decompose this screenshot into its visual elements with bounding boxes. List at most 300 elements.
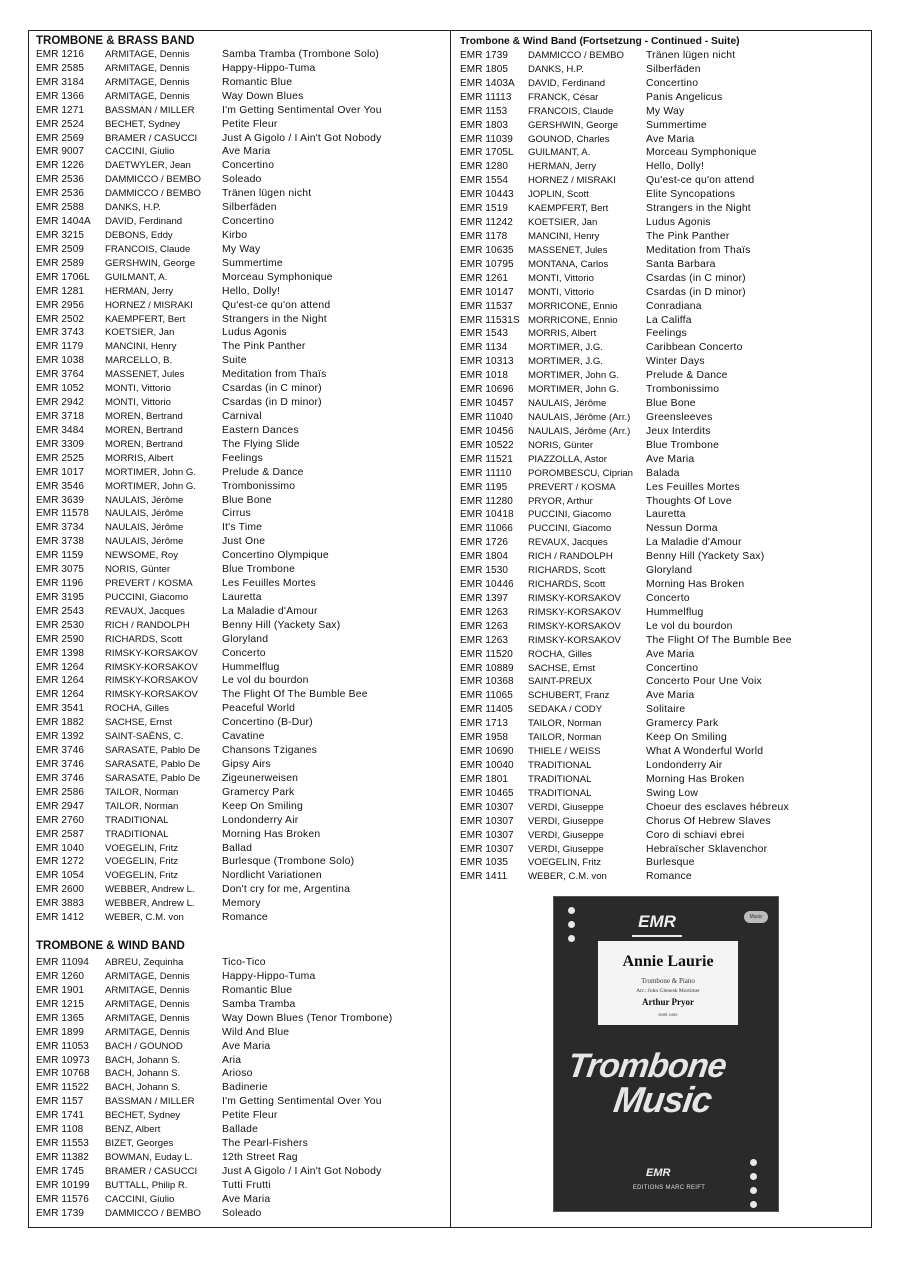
piece-title: Tico-Tico bbox=[222, 957, 266, 969]
catalog-entry bbox=[36, 998, 444, 1012]
catalog-entry bbox=[460, 314, 870, 328]
catalog-number: EMR 1264 bbox=[36, 661, 85, 673]
catalog-entry bbox=[36, 702, 444, 716]
catalog-entry bbox=[36, 396, 444, 410]
catalog-number: EMR 1741 bbox=[36, 1110, 85, 1122]
piece-title: Zigeunerweisen bbox=[222, 772, 299, 784]
catalog-entry bbox=[460, 341, 870, 355]
composer-name: TRADITIONAL bbox=[528, 787, 592, 799]
catalog-number: EMR 1264 bbox=[36, 689, 85, 701]
piece-title: Blue Bone bbox=[646, 398, 696, 410]
composer-name: BACH, Johann S. bbox=[105, 1068, 181, 1080]
composer-name: DANKS, H.P. bbox=[105, 202, 161, 214]
catalog-entry bbox=[36, 828, 444, 842]
composer-name: RICHARDS, Scott bbox=[528, 579, 606, 591]
catalog-entry bbox=[460, 801, 870, 815]
catalog-number: EMR 11113 bbox=[460, 91, 512, 103]
catalog-entry bbox=[36, 104, 444, 118]
catalog-number: EMR 2590 bbox=[36, 633, 85, 645]
composer-name: BUTTALL, Philip R. bbox=[105, 1179, 188, 1191]
composer-name: NAULAIS, Jérôme bbox=[105, 522, 184, 534]
catalog-entry bbox=[460, 564, 870, 578]
composer-name: VERDI, Giuseppe bbox=[528, 843, 604, 855]
piece-title: Les Feuilles Mortes bbox=[646, 481, 740, 493]
cover-arranger: Arr.: John Glenesk Mortimer bbox=[636, 988, 700, 994]
catalog-number: EMR 1705L bbox=[460, 147, 514, 159]
piece-title: Ludus Agonis bbox=[222, 327, 287, 339]
composer-name: HORNEZ / MISRAKI bbox=[105, 299, 193, 311]
composer-name: RIMSKY-KORSAKOV bbox=[528, 606, 621, 618]
catalog-entry bbox=[36, 535, 444, 549]
composer-name: GUILMANT, A. bbox=[105, 271, 168, 283]
catalog-number: EMR 2569 bbox=[36, 132, 85, 144]
composer-name: BRAMER / CASUCCI bbox=[105, 1165, 198, 1177]
piece-title: Hello, Dolly! bbox=[646, 161, 705, 173]
composer-name: PREVERT / KOSMA bbox=[528, 481, 616, 493]
catalog-number: EMR 11066 bbox=[460, 523, 513, 535]
catalog-entry bbox=[36, 674, 444, 688]
piece-title: Csardas (in D minor) bbox=[222, 397, 322, 409]
left-column bbox=[36, 34, 444, 1221]
catalog-number: EMR 1404A bbox=[36, 216, 91, 228]
piece-title: Ludus Agonis bbox=[646, 217, 711, 229]
piece-title: Burlesque (Trombone Solo) bbox=[222, 856, 355, 868]
catalog-entry bbox=[460, 689, 870, 703]
composer-name: PUCCINI, Giacomo bbox=[105, 591, 189, 603]
catalog-number: EMR 10307 bbox=[460, 801, 514, 813]
piece-title: Solitaire bbox=[646, 704, 686, 716]
catalog-entry bbox=[36, 90, 444, 104]
catalog-number: EMR 1554 bbox=[460, 175, 509, 187]
piece-title: Elite Syncopations bbox=[646, 189, 736, 201]
catalog-number: EMR 2502 bbox=[36, 313, 85, 325]
composer-name: KOETSIER, Jan bbox=[105, 327, 175, 339]
piece-title: Hummelflug bbox=[646, 606, 704, 618]
catalog-number: EMR 11531S bbox=[460, 314, 520, 326]
piece-title: Hebraïscher Sklavenchor bbox=[646, 843, 768, 855]
composer-name: BECHET, Sydney bbox=[105, 118, 181, 130]
piece-title: Concerto bbox=[222, 647, 266, 659]
catalog-number: EMR 1365 bbox=[36, 1012, 85, 1024]
composer-name: KAEMPFERT, Bert bbox=[105, 313, 186, 325]
catalog-number: EMR 2589 bbox=[36, 257, 85, 269]
piece-title: Greensleeves bbox=[646, 411, 713, 423]
piece-title: La Califfa bbox=[646, 314, 692, 326]
catalog-number: EMR 1804 bbox=[460, 551, 509, 563]
composer-name: PIAZZOLLA, Astor bbox=[528, 453, 607, 465]
piece-title: Peaceful World bbox=[222, 703, 296, 715]
cover-image bbox=[553, 896, 779, 1212]
catalog-number: EMR 10418 bbox=[460, 509, 514, 521]
catalog-entry bbox=[460, 188, 870, 202]
piece-title: Ballad bbox=[222, 842, 253, 854]
composer-name: MONTI, Vittorio bbox=[105, 397, 171, 409]
piece-title: Choeur des esclaves hébreux bbox=[646, 801, 789, 813]
catalog-number: EMR 1018 bbox=[460, 370, 509, 382]
composer-name: DAMMICCO / BEMBO bbox=[105, 1207, 201, 1219]
composer-name: BECHET, Sydney bbox=[105, 1110, 181, 1122]
catalog-entry bbox=[460, 536, 870, 550]
composer-name: ROCHA, Gilles bbox=[528, 648, 592, 660]
catalog-number: EMR 1263 bbox=[460, 606, 509, 618]
catalog-number: EMR 2942 bbox=[36, 397, 85, 409]
catalog-number: EMR 1397 bbox=[460, 592, 509, 604]
catalog-entry bbox=[36, 814, 444, 828]
piece-title: Blue Trombone bbox=[222, 564, 296, 576]
catalog-number: EMR 1179 bbox=[36, 341, 84, 353]
composer-name: MONTI, Vittorio bbox=[105, 383, 171, 395]
piece-title: Romance bbox=[646, 871, 692, 883]
catalog-number: EMR 11405 bbox=[460, 704, 513, 716]
catalog-number: EMR 1706L bbox=[36, 271, 90, 283]
piece-title: Way Down Blues bbox=[222, 90, 304, 102]
catalog-entry bbox=[36, 970, 444, 984]
catalog-entry bbox=[36, 1054, 444, 1068]
catalog-entry bbox=[460, 787, 870, 801]
composer-name: TAILOR, Norman bbox=[528, 732, 602, 744]
cover-dot bbox=[750, 1201, 757, 1208]
catalog-entry bbox=[460, 522, 870, 536]
composer-name: WEBBER, Andrew L. bbox=[105, 898, 195, 910]
catalog-entry bbox=[36, 382, 444, 396]
catalog-entry bbox=[460, 773, 870, 787]
catalog-entry bbox=[460, 731, 870, 745]
composer-name: SARASATE, Pablo De bbox=[105, 772, 201, 784]
catalog-entry bbox=[36, 716, 444, 730]
brass-band-list bbox=[36, 48, 444, 925]
catalog-number: EMR 1801 bbox=[460, 773, 509, 785]
piece-title: The Flying Slide bbox=[222, 438, 300, 450]
piece-title: Ballade bbox=[222, 1124, 259, 1136]
piece-title: Cirrus bbox=[222, 508, 251, 520]
piece-title: Memory bbox=[222, 898, 261, 910]
piece-title: Petite Fleur bbox=[222, 1110, 278, 1122]
composer-name: ARMITAGE, Dennis bbox=[105, 1012, 190, 1024]
composer-name: DAMMICCO / BEMBO bbox=[105, 174, 201, 186]
cover-footer-logo: EMR bbox=[646, 1167, 671, 1179]
piece-title: Hello, Dolly! bbox=[222, 285, 281, 297]
catalog-number: EMR 1153 bbox=[460, 105, 508, 117]
catalog-number: EMR 3184 bbox=[36, 76, 85, 88]
piece-title: Eastern Dances bbox=[222, 424, 299, 436]
catalog-entry bbox=[460, 146, 870, 160]
composer-name: RICHARDS, Scott bbox=[528, 565, 606, 577]
piece-title: Lauretta bbox=[222, 591, 262, 603]
catalog-entry bbox=[36, 1179, 444, 1193]
catalog-number: EMR 1263 bbox=[460, 634, 509, 646]
catalog-entry bbox=[460, 383, 870, 397]
piece-title: Balada bbox=[646, 467, 680, 479]
catalog-number: EMR 11280 bbox=[460, 495, 513, 507]
catalog-number: EMR 11576 bbox=[36, 1193, 89, 1205]
catalog-number: EMR 11522 bbox=[36, 1082, 89, 1094]
piece-title: Concertino (B-Dur) bbox=[222, 717, 313, 729]
composer-name: RICH / RANDOLPH bbox=[105, 619, 190, 631]
catalog-number: EMR 11520 bbox=[460, 648, 513, 660]
catalog-entry bbox=[36, 591, 444, 605]
piece-title: Chorus Of Hebrew Slaves bbox=[646, 815, 771, 827]
piece-title: Gramercy Park bbox=[222, 786, 295, 798]
catalog-number: EMR 11110 bbox=[460, 467, 512, 479]
composer-name: MORTIMER, J.G. bbox=[528, 356, 603, 368]
catalog-number: EMR 10465 bbox=[460, 787, 514, 799]
composer-name: NAULAIS, Jérôme bbox=[528, 398, 607, 410]
piece-title: The Pearl-Fishers bbox=[222, 1138, 308, 1150]
catalog-entry bbox=[36, 215, 444, 229]
piece-title: Chansons Tziganes bbox=[222, 745, 318, 757]
piece-title: La Maladie d'Amour bbox=[646, 537, 742, 549]
composer-name: CACCINI, Giulio bbox=[105, 1193, 175, 1205]
composer-name: SACHSE, Ernst bbox=[528, 662, 596, 674]
composer-name: PRYOR, Arthur bbox=[528, 495, 593, 507]
catalog-number: EMR 1195 bbox=[460, 481, 508, 493]
cover-title: Annie Laurie bbox=[622, 953, 714, 970]
piece-title: I'm Getting Sentimental Over You bbox=[222, 1096, 382, 1108]
catalog-entry bbox=[36, 480, 444, 494]
catalog-number: EMR 1739 bbox=[36, 1207, 85, 1219]
catalog-number: EMR 1261 bbox=[460, 272, 509, 284]
composer-name: ARMITAGE, Dennis bbox=[105, 1026, 190, 1038]
cover-code: EMR 2499 bbox=[658, 1012, 678, 1017]
composer-name: MONTI, Vittorio bbox=[528, 272, 594, 284]
piece-title: 12th Street Rag bbox=[222, 1151, 298, 1163]
catalog-number: EMR 10446 bbox=[460, 579, 514, 591]
catalog-entry bbox=[36, 410, 444, 424]
piece-title: Prelude & Dance bbox=[646, 370, 728, 382]
composer-name: MANCINI, Henry bbox=[528, 230, 600, 242]
piece-title: My Way bbox=[646, 105, 685, 117]
composer-name: PUCCINI, Giacomo bbox=[528, 509, 612, 521]
catalog-number: EMR 3195 bbox=[36, 591, 85, 603]
catalog-entry bbox=[460, 258, 870, 272]
catalog-entry bbox=[36, 299, 444, 313]
piece-title: Nessun Dorma bbox=[646, 523, 718, 535]
catalog-number: EMR 9007 bbox=[36, 146, 85, 158]
catalog-number: EMR 11053 bbox=[36, 1040, 89, 1052]
catalog-number: EMR 1108 bbox=[36, 1124, 84, 1136]
piece-title: The Pink Panther bbox=[646, 230, 730, 242]
catalog-entry bbox=[460, 495, 870, 509]
piece-title: Coro di schiavi ebrei bbox=[646, 829, 745, 841]
piece-title: Meditation from Thaïs bbox=[222, 369, 327, 381]
cover-word-music: Music bbox=[611, 1079, 714, 1120]
composer-name: SEDAKA / CODY bbox=[528, 704, 603, 716]
catalog-entry bbox=[36, 577, 444, 591]
catalog-number: EMR 1038 bbox=[36, 355, 85, 367]
wind-band-heading: TROMBONE & WIND BAND bbox=[36, 940, 185, 953]
catalog-entry bbox=[36, 145, 444, 159]
composer-name: NAULAIS, Jérôme (Arr.) bbox=[528, 425, 631, 437]
composer-name: FRANCOIS, Claude bbox=[528, 105, 614, 117]
catalog-number: EMR 10307 bbox=[460, 815, 514, 827]
piece-title: Morning Has Broken bbox=[222, 828, 321, 840]
catalog-entry bbox=[460, 77, 870, 91]
catalog-number: EMR 1157 bbox=[36, 1096, 84, 1108]
composer-name: BASSMAN / MILLER bbox=[105, 1096, 195, 1108]
catalog-number: EMR 3484 bbox=[36, 424, 85, 436]
piece-title: Concerto Pour Une Voix bbox=[646, 676, 762, 688]
catalog-entry bbox=[460, 216, 870, 230]
catalog-number: EMR 1403A bbox=[460, 77, 515, 89]
catalog-number: EMR 2760 bbox=[36, 814, 85, 826]
catalog-entry bbox=[36, 1109, 444, 1123]
piece-title: Jeux Interdits bbox=[646, 425, 711, 437]
catalog-number: EMR 10040 bbox=[460, 760, 514, 772]
composer-name: WEBER, C.M. von bbox=[528, 871, 607, 883]
piece-title: Badinerie bbox=[222, 1082, 268, 1094]
composer-name: TRADITIONAL bbox=[528, 773, 592, 785]
composer-name: DAVID, Ferdinand bbox=[105, 216, 183, 228]
catalog-number: EMR 1882 bbox=[36, 717, 85, 729]
composer-name: SCHUBERT, Franz bbox=[528, 690, 610, 702]
catalog-number: EMR 11039 bbox=[460, 133, 513, 145]
piece-title: What A Wonderful World bbox=[646, 746, 764, 758]
catalog-number: EMR 10443 bbox=[460, 189, 514, 201]
catalog-number: EMR 11382 bbox=[36, 1151, 89, 1163]
catalog-number: EMR 3746 bbox=[36, 772, 85, 784]
piece-title: Romantic Blue bbox=[222, 984, 293, 996]
composer-name: TAILOR, Norman bbox=[528, 718, 602, 730]
catalog-entry bbox=[36, 466, 444, 480]
composer-name: MORTIMER, John G. bbox=[105, 480, 196, 492]
composer-name: PUCCINI, Giacomo bbox=[528, 523, 612, 535]
composer-name: KAEMPFERT, Bert bbox=[528, 203, 609, 215]
piece-title: Feelings bbox=[222, 452, 263, 464]
piece-title: Blue Bone bbox=[222, 494, 272, 506]
piece-title: Benny Hill (Yackety Sax) bbox=[646, 551, 765, 563]
composer-name: DAMMICCO / BEMBO bbox=[528, 50, 624, 61]
composer-name: RIMSKY-KORSAKOV bbox=[528, 634, 621, 646]
catalog-entry bbox=[36, 285, 444, 299]
catalog-number: EMR 11521 bbox=[460, 453, 513, 465]
piece-title: Caribbean Concerto bbox=[646, 342, 743, 354]
catalog-number: EMR 10635 bbox=[460, 244, 514, 256]
composer-name: BRAMER / CASUCCI bbox=[105, 132, 198, 144]
piece-title: Conradiana bbox=[646, 300, 702, 312]
catalog-entry bbox=[460, 411, 870, 425]
catalog-number: EMR 10457 bbox=[460, 398, 514, 410]
cover-dot bbox=[750, 1187, 757, 1194]
catalog-entry bbox=[460, 63, 870, 77]
catalog-entry bbox=[36, 132, 444, 146]
piece-title: My Way bbox=[222, 243, 261, 255]
composer-name: MONTI, Vittorio bbox=[528, 286, 594, 298]
catalog-number: EMR 10456 bbox=[460, 425, 514, 437]
catalog-number: EMR 2947 bbox=[36, 800, 85, 812]
catalog-number: EMR 10313 bbox=[460, 356, 514, 368]
composer-name: CACCINI, Giulio bbox=[105, 146, 175, 158]
catalog-number: EMR 1216 bbox=[36, 49, 85, 60]
composer-name: GERSHWIN, George bbox=[105, 257, 196, 269]
catalog-number: EMR 1226 bbox=[36, 160, 85, 172]
catalog-entry bbox=[460, 662, 870, 676]
composer-name: MORRIS, Albert bbox=[105, 452, 174, 464]
composer-name: MORRICONE, Ennio bbox=[528, 300, 618, 312]
composer-name: ARMITAGE, Dennis bbox=[105, 971, 190, 982]
piece-title: Londonderry Air bbox=[646, 760, 723, 772]
piece-title: It's Time bbox=[222, 522, 263, 534]
cover-word-trombone: Trombone bbox=[565, 1047, 729, 1085]
catalog-entry bbox=[36, 368, 444, 382]
catalog-number: EMR 1805 bbox=[460, 63, 509, 75]
piece-title: Panis Angelicus bbox=[646, 91, 723, 103]
piece-title: Blue Trombone bbox=[646, 439, 720, 451]
piece-title: Ave Maria bbox=[222, 146, 271, 158]
catalog-entry bbox=[36, 1026, 444, 1040]
catalog-entry bbox=[460, 439, 870, 453]
composer-name: TRADITIONAL bbox=[105, 814, 169, 826]
catalog-number: EMR 1713 bbox=[460, 718, 509, 730]
catalog-entry bbox=[36, 62, 444, 76]
piece-title: Feelings bbox=[646, 328, 687, 340]
catalog-number: EMR 1178 bbox=[460, 230, 508, 242]
piece-title: Meditation from Thaïs bbox=[646, 244, 751, 256]
composer-name: ARMITAGE, Dennis bbox=[105, 49, 190, 60]
catalog-number: EMR 11065 bbox=[460, 690, 513, 702]
catalog-number: EMR 2600 bbox=[36, 884, 85, 896]
piece-title: Lauretta bbox=[646, 509, 686, 521]
catalog-entry bbox=[36, 855, 444, 869]
piece-title: Burlesque bbox=[646, 857, 695, 869]
catalog-entry bbox=[460, 244, 870, 258]
catalog-number: EMR 2525 bbox=[36, 452, 85, 464]
piece-title: Strangers in the Night bbox=[646, 203, 751, 215]
catalog-number: EMR 2524 bbox=[36, 118, 85, 130]
catalog-entry bbox=[36, 1151, 444, 1165]
catalog-entry bbox=[460, 355, 870, 369]
composer-name: ARMITAGE, Dennis bbox=[105, 984, 190, 996]
catalog-entry bbox=[36, 48, 444, 62]
composer-name: SARASATE, Pablo De bbox=[105, 759, 201, 771]
catalog-entry bbox=[460, 119, 870, 133]
piece-title: Morning Has Broken bbox=[646, 773, 745, 785]
catalog-entry bbox=[36, 257, 444, 271]
catalog-entry bbox=[36, 1123, 444, 1137]
piece-title: Ave Maria bbox=[646, 453, 695, 465]
composer-name: SAINT-PREUX bbox=[528, 676, 592, 688]
catalog-number: EMR 10522 bbox=[460, 439, 514, 451]
composer-name: SAINT-SAËNS, C. bbox=[105, 731, 184, 743]
catalog-number: EMR 2536 bbox=[36, 174, 85, 186]
catalog-number: EMR 2588 bbox=[36, 202, 85, 214]
catalog-number: EMR 10973 bbox=[36, 1054, 90, 1066]
catalog-number: EMR 1901 bbox=[36, 984, 85, 996]
catalog-number: EMR 1366 bbox=[36, 90, 85, 102]
catalog-entry bbox=[36, 786, 444, 800]
cover-dot bbox=[750, 1173, 757, 1180]
catalog-number: EMR 3746 bbox=[36, 745, 85, 757]
catalog-entry bbox=[460, 369, 870, 383]
catalog-number: EMR 1398 bbox=[36, 647, 85, 659]
catalog-entry bbox=[36, 354, 444, 368]
composer-name: JOPLIN, Scott bbox=[528, 189, 589, 201]
composer-name: BOWMAN, Euday L. bbox=[105, 1151, 193, 1163]
piece-title: Gramercy Park bbox=[646, 718, 719, 730]
composer-name: MORTIMER, John G. bbox=[528, 384, 619, 396]
piece-title: Happy-Hippo-Tuma bbox=[222, 971, 316, 982]
piece-title: Wild And Blue bbox=[222, 1026, 290, 1038]
piece-title: Strangers in the Night bbox=[222, 313, 327, 325]
composer-name: MARCELLO, B. bbox=[105, 355, 173, 367]
piece-title: Gloryland bbox=[646, 565, 693, 577]
catalog-number: EMR 2543 bbox=[36, 605, 85, 617]
composer-name: MORTIMER, John G. bbox=[105, 466, 196, 478]
catalog-number: EMR 1519 bbox=[460, 203, 509, 215]
composer-name: TRADITIONAL bbox=[528, 760, 592, 772]
piece-title: Hummelflug bbox=[222, 661, 280, 673]
piece-title: Le vol du bourdon bbox=[222, 675, 309, 687]
composer-name: RIMSKY-KORSAKOV bbox=[105, 661, 198, 673]
